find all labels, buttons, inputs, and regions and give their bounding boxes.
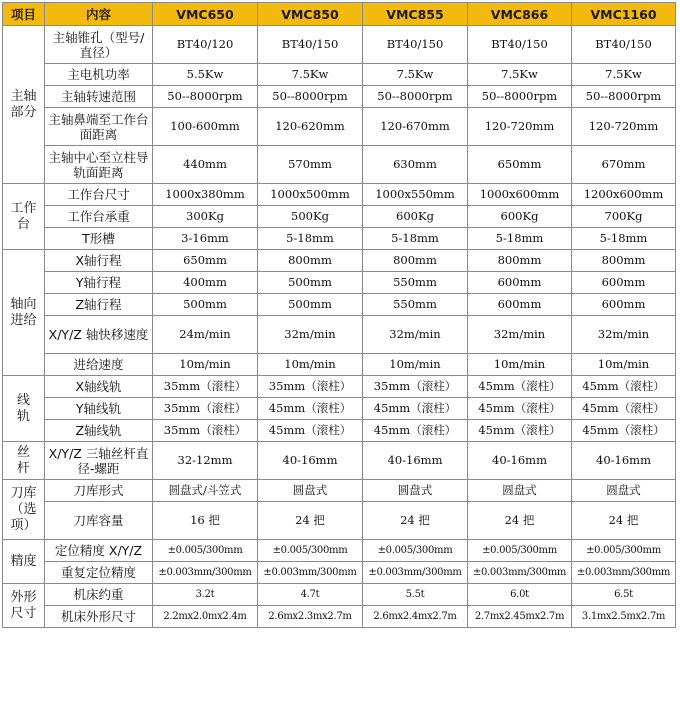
value-cell: 800mm [468,250,572,272]
value-cell: 3.2t [153,584,258,606]
value-cell: 120-720mm [468,108,572,146]
group-label: 精度 [3,540,45,584]
value-cell: BT40/150 [258,26,363,64]
item-label: X轴行程 [45,250,153,272]
value-cell: 2.6mx2.4mx2.7m [363,606,468,628]
item-label: Z轴线轨 [45,420,153,442]
value-cell: 500mm [153,294,258,316]
value-cell: 120-720mm [572,108,676,146]
value-cell: BT40/150 [468,26,572,64]
value-cell: 35mm（滚柱） [153,376,258,398]
header-cell: VMC650 [153,3,258,26]
value-cell: 35mm（滚柱） [363,376,468,398]
value-cell: 7.5Kw [468,64,572,86]
value-cell: 45mm（滚柱） [363,420,468,442]
value-cell: 5-18mm [363,228,468,250]
value-cell: 24 把 [572,502,676,540]
value-cell: 10m/min [572,354,676,376]
value-cell: 3.1mx2.5mx2.7m [572,606,676,628]
value-cell: 2.2mx2.0mx2.4m [153,606,258,628]
value-cell: 45mm（滚柱） [468,420,572,442]
value-cell: 7.5Kw [572,64,676,86]
value-cell: 35mm（滚柱） [153,420,258,442]
value-cell: 800mm [572,250,676,272]
table-row [3,398,676,420]
value-cell: 600mm [468,294,572,316]
value-cell: 40-16mm [572,442,676,480]
table-row [3,376,676,398]
value-cell: 10m/min [363,354,468,376]
value-cell: 50--8000rpm [363,86,468,108]
value-cell: 500mm [258,272,363,294]
value-cell: BT40/120 [153,26,258,64]
value-cell: 5-18mm [258,228,363,250]
value-cell: 570mm [258,146,363,184]
table-row [3,562,676,584]
value-cell: 32m/min [258,316,363,354]
header-cell: 内容 [45,3,153,26]
value-cell: 10m/min [468,354,572,376]
table-row [3,606,676,628]
value-cell: ±0.005/300mm [572,540,676,562]
value-cell: 440mm [153,146,258,184]
value-cell: 4.7t [258,584,363,606]
value-cell: 45mm（滚柱） [363,398,468,420]
value-cell: 800mm [258,250,363,272]
item-label: 主轴转速范围 [45,86,153,108]
table-row [3,480,676,502]
value-cell: 5.5Kw [153,64,258,86]
table-row [3,354,676,376]
value-cell: 1000x600mm [468,184,572,206]
value-cell: 5-18mm [572,228,676,250]
value-cell: ±0.003mm/300mm [468,562,572,584]
value-cell: 5.5t [363,584,468,606]
value-cell: 35mm（滚柱） [153,398,258,420]
group-label: 丝 杆 [3,442,45,480]
value-cell: 10m/min [258,354,363,376]
item-label: 刀库容量 [45,502,153,540]
table-row [3,184,676,206]
table-row [3,294,676,316]
group-label: 工作 台 [3,184,45,250]
value-cell: 1000x550mm [363,184,468,206]
value-cell: 300Kg [153,206,258,228]
table-row [3,228,676,250]
value-cell: 45mm（滚柱） [572,376,676,398]
value-cell: 600Kg [468,206,572,228]
value-cell: 3-16mm [153,228,258,250]
value-cell: 35mm（滚柱） [258,376,363,398]
value-cell: 400mm [153,272,258,294]
value-cell: ±0.005/300mm [258,540,363,562]
value-cell: 圆盘式 [572,480,676,502]
value-cell: 6.0t [468,584,572,606]
value-cell: 600mm [468,272,572,294]
group-label: 外形 尺寸 [3,584,45,628]
value-cell: 500mm [258,294,363,316]
item-label: 主轴鼻端至工作台面距离 [45,108,153,146]
value-cell: 100-600mm [153,108,258,146]
item-label: 进给速度 [45,354,153,376]
value-cell: 50--8000rpm [153,86,258,108]
group-label: 轴向 进给 [3,250,45,376]
value-cell: ±0.003mm/300mm [153,562,258,584]
value-cell: 45mm（滚柱） [258,420,363,442]
table-row [3,316,676,354]
value-cell: 5-18mm [468,228,572,250]
table-row [3,86,676,108]
item-label: X/Y/Z 三轴丝杆直径-螺距 [45,442,153,480]
table-row [3,206,676,228]
value-cell: 650mm [153,250,258,272]
header-cell: VMC855 [363,3,468,26]
table-row [3,146,676,184]
value-cell: BT40/150 [572,26,676,64]
item-label: 主轴锥孔（型号/直径） [45,26,153,64]
value-cell: 50--8000rpm [572,86,676,108]
item-label: Z轴行程 [45,294,153,316]
value-cell: 24m/min [153,316,258,354]
table-row [3,64,676,86]
value-cell: 1200x600mm [572,184,676,206]
value-cell: 45mm（滚柱） [572,420,676,442]
table-row [3,250,676,272]
value-cell: 50--8000rpm [468,86,572,108]
value-cell: 800mm [363,250,468,272]
spec-table [2,2,676,628]
value-cell: 10m/min [153,354,258,376]
value-cell: 1000x500mm [258,184,363,206]
item-label: Y轴行程 [45,272,153,294]
value-cell: 550mm [363,294,468,316]
item-label: X轴线轨 [45,376,153,398]
value-cell: 600Kg [363,206,468,228]
value-cell: 24 把 [468,502,572,540]
group-label: 刀库 （选 项） [3,480,45,540]
value-cell: 45mm（滚柱） [468,398,572,420]
value-cell: 40-16mm [363,442,468,480]
value-cell: 24 把 [363,502,468,540]
spec-body [3,26,676,628]
header-row [3,3,676,26]
header-cell: VMC850 [258,3,363,26]
value-cell: ±0.003mm/300mm [258,562,363,584]
group-label: 线 轨 [3,376,45,442]
item-label: 机床约重 [45,584,153,606]
table-row [3,108,676,146]
value-cell: 32-12mm [153,442,258,480]
value-cell: ±0.003mm/300mm [363,562,468,584]
value-cell: ±0.003mm/300mm [572,562,676,584]
value-cell: 600mm [572,294,676,316]
value-cell: ±0.005/300mm [153,540,258,562]
item-label: 工作台承重 [45,206,153,228]
value-cell: 50--8000rpm [258,86,363,108]
value-cell: 700Kg [572,206,676,228]
value-cell: 630mm [363,146,468,184]
value-cell: ±0.005/300mm [363,540,468,562]
item-label: 主轴中心至立柱导轨面距离 [45,146,153,184]
value-cell: ±0.005/300mm [468,540,572,562]
table-row [3,584,676,606]
item-label: Y轴线轨 [45,398,153,420]
item-label: 机床外形尺寸 [45,606,153,628]
value-cell: 550mm [363,272,468,294]
item-label: T形槽 [45,228,153,250]
table-row [3,420,676,442]
value-cell: 120-670mm [363,108,468,146]
table-row [3,272,676,294]
header-cell: VMC866 [468,3,572,26]
value-cell: 16 把 [153,502,258,540]
item-label: 重复定位精度 [45,562,153,584]
value-cell: 圆盘式 [468,480,572,502]
group-label: 主轴 部分 [3,26,45,184]
item-label: X/Y/Z 轴快移速度 [45,316,153,354]
header-cell: 项目 [3,3,45,26]
value-cell: 40-16mm [468,442,572,480]
value-cell: 120-620mm [258,108,363,146]
value-cell: 圆盘式 [363,480,468,502]
value-cell: 6.5t [572,584,676,606]
value-cell: 40-16mm [258,442,363,480]
value-cell: 7.5Kw [363,64,468,86]
item-label: 工作台尺寸 [45,184,153,206]
value-cell: 32m/min [572,316,676,354]
value-cell: 圆盘式 [258,480,363,502]
value-cell: 1000x380mm [153,184,258,206]
value-cell: 2.6mx2.3mx2.7m [258,606,363,628]
value-cell: 32m/min [468,316,572,354]
value-cell: 圆盘式/斗笠式 [153,480,258,502]
item-label: 定位精度 X/Y/Z [45,540,153,562]
value-cell: 500Kg [258,206,363,228]
value-cell: 2.7mx2.45mx2.7m [468,606,572,628]
value-cell: 7.5Kw [258,64,363,86]
table-row [3,502,676,540]
value-cell: 670mm [572,146,676,184]
item-label: 主电机功率 [45,64,153,86]
value-cell: 45mm（滚柱） [468,376,572,398]
value-cell: 45mm（滚柱） [572,398,676,420]
value-cell: BT40/150 [363,26,468,64]
value-cell: 600mm [572,272,676,294]
item-label: 刀库形式 [45,480,153,502]
value-cell: 24 把 [258,502,363,540]
header-cell: VMC1160 [572,3,676,26]
value-cell: 32m/min [363,316,468,354]
value-cell: 650mm [468,146,572,184]
table-row [3,540,676,562]
table-row [3,442,676,480]
table-row [3,26,676,64]
value-cell: 45mm（滚柱） [258,398,363,420]
